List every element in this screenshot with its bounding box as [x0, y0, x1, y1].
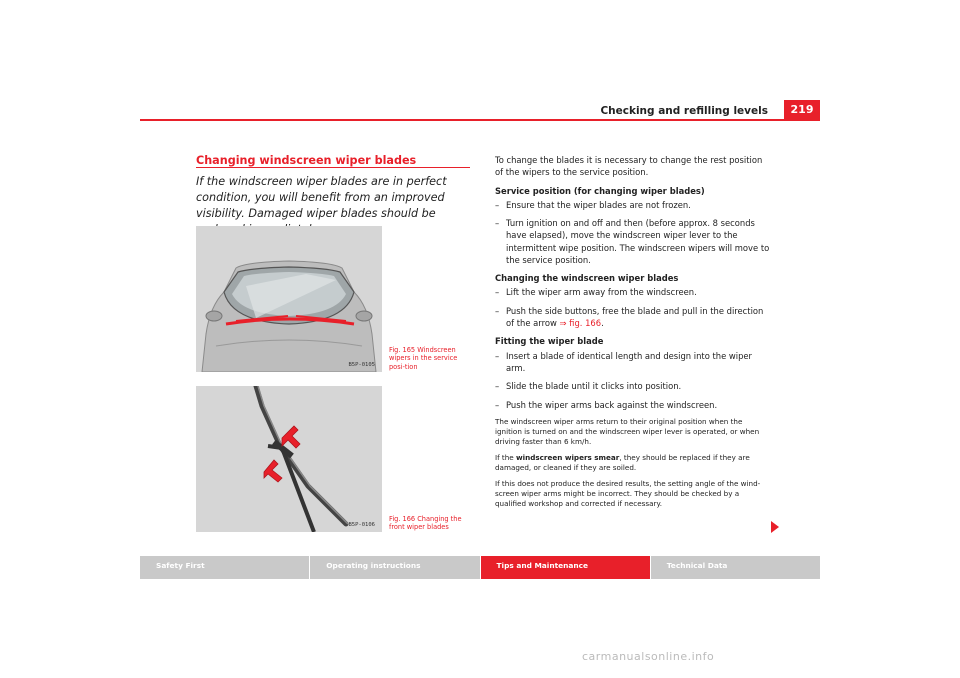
- footer-nav: [140, 556, 820, 579]
- tab-tips-and-maintenance[interactable]: Tips and Maintenance: [481, 556, 650, 579]
- list-item: – Insert a blade of identical length and design into the wiper arm.: [495, 350, 770, 374]
- changing-blades-heading: Changing the windscreen wiper blades: [495, 273, 679, 284]
- tab-safety-first[interactable]: Safety First: [140, 556, 309, 579]
- figure-code: B5P-0105: [348, 362, 375, 368]
- figure-code: B5P-0106: [348, 522, 375, 528]
- watermark: carmanualsonline.info: [582, 650, 715, 663]
- list-item: – Ensure that the wiper blades are not frozen.: [495, 199, 770, 211]
- figure-165-caption: Fig. 165 Windscreen wipers in the service posi-tion: [389, 346, 458, 371]
- note-return-position: The windscreen wiper arms return to their original position when the ignition is turned on and the windscreen wiper lever is operated, or when driving faster than 6 km/h.: [495, 416, 760, 446]
- figure-166-link[interactable]: ⇒ fig. 166: [559, 317, 602, 328]
- list-item: – Push the wiper arms back against the windscreen.: [495, 399, 770, 411]
- figure-165-image: [196, 226, 382, 372]
- service-position-heading: Service position (for changing wiper blades): [495, 185, 705, 196]
- list-item: – Push the side buttons, free the blade and pull in the direction of the arrow ⇒ fig. 166.: [495, 305, 770, 329]
- list-item: – Slide the blade until it clicks into position.: [495, 380, 770, 392]
- wiper-blade-illustration: [196, 386, 382, 532]
- instructions-column: [495, 154, 770, 516]
- tab-technical-data[interactable]: Technical Data: [651, 556, 820, 579]
- header-rule: [140, 119, 820, 121]
- section-intro: If the windscreen wiper blades are in perfect condition, you will benefit from an improved visibility. Damaged wiper blades should be: [196, 175, 447, 220]
- list-item: – Turn ignition on and off and then (before approx. 8 seconds have elapsed), move the windscreen wiper lever to the intermittent wipe position. The windscreen wipers will move to the service position.: [495, 217, 770, 266]
- note-smear-prefix: If the: [495, 453, 517, 463]
- figure-166-image: [196, 386, 382, 532]
- list-item: – Lift the wiper arm away from the windscreen.: [495, 286, 770, 298]
- page-number: 219: [784, 100, 820, 119]
- tab-operating-instructions[interactable]: Operating instructions: [310, 556, 479, 579]
- instructions-intro: To change the blades it is necessary to change the rest position of the wipers to the service position.: [495, 155, 763, 178]
- note-setting-angle: If this does not produce the desired results, the setting angle of the wind-screen wiper arms might be incorrect. They should be checked by a qualified workshop and corrected if necessary.: [495, 479, 761, 509]
- note-smear: [495, 453, 770, 473]
- car-windscreen-illustration: [196, 226, 382, 372]
- note-smear-bold: windscreen wipers smear: [516, 453, 620, 463]
- note-smear-rest: , they should be replaced if they are damaged, or cleaned if they are soiled.: [495, 453, 750, 473]
- fitting-blade-heading: Fitting the wiper blade: [495, 336, 604, 347]
- list-item-text: Push the side buttons, free the blade and pull in the direction of the arrow: [506, 305, 764, 328]
- page-header-title: Checking and refilling levels: [600, 105, 768, 117]
- section-heading: Changing windscreen wiper blades: [196, 154, 417, 167]
- continue-arrow-icon: [771, 521, 779, 533]
- section-rule: [196, 167, 470, 168]
- figure-166-caption: Fig. 166 Changing the front wiper blades: [389, 515, 462, 532]
